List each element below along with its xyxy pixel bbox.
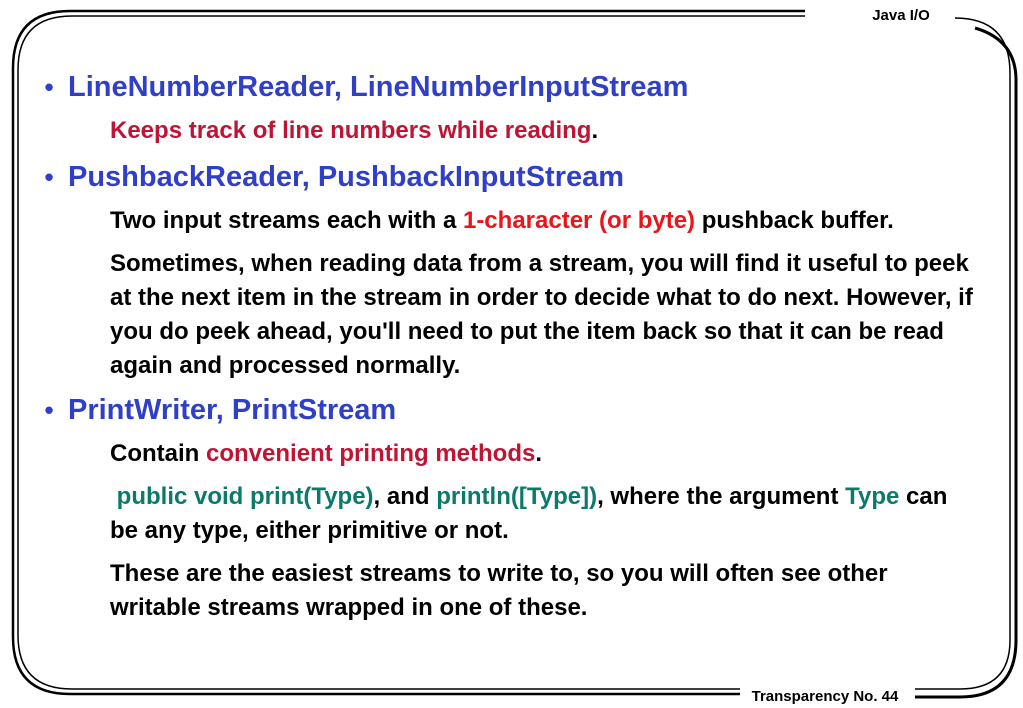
code-text: Type (845, 483, 900, 510)
sub-text: can be any type, either primitive or not. (110, 483, 948, 544)
sub-text: . (591, 117, 599, 144)
sub-text: Two input streams each with a (110, 207, 463, 234)
bullet-heading-pushback (30, 160, 624, 194)
sub-item (82, 437, 982, 471)
emphasis-text: 1-character (or byte) (462, 207, 696, 234)
code-text: public void print(Type) (110, 483, 374, 510)
bullet-dot-icon: • (44, 72, 54, 102)
sub-text: These are the easiest streams to write to, so you will often see other writable streams wrapped in one of these. (110, 560, 888, 621)
bullet-dot-icon: • (44, 162, 54, 192)
sub-item (82, 557, 982, 625)
emphasis-text: convenient printing methods (206, 440, 536, 467)
sub-item (82, 480, 982, 548)
sub-item (82, 204, 982, 238)
slide-page-number: Transparency No. 44 (740, 687, 910, 707)
sub-text: , where the argument (597, 483, 846, 510)
heading-text: LineNumberReader, LineNumberInputStream (68, 71, 689, 103)
bullet-heading-printwriter (30, 393, 396, 427)
heading-text: PrintWriter, PrintStream (68, 394, 397, 426)
sub-item (82, 247, 982, 383)
sub-text: . (535, 440, 543, 467)
sub-text: Contain (110, 440, 206, 467)
sub-text: Sometimes, when reading data from a stream, you will find it useful to peek at the next item in the stream in order to decide what to do next. However, if you do peek ahead, you'll need to put the item back so that it can be read again and processed normally. (110, 250, 973, 379)
emphasis-text: Keeps track of line numbers while reading (110, 117, 592, 144)
code-text: println([Type]) (436, 483, 598, 510)
sub-item (82, 114, 982, 148)
slide-header-title: Java I/O (848, 6, 954, 26)
sub-text: , and (373, 483, 437, 510)
bullet-heading-linenumber (30, 70, 688, 104)
heading-text: PushbackReader, PushbackInputStream (68, 161, 625, 193)
sub-text: pushback buffer. (695, 207, 894, 234)
bullet-dot-icon: • (44, 395, 54, 425)
